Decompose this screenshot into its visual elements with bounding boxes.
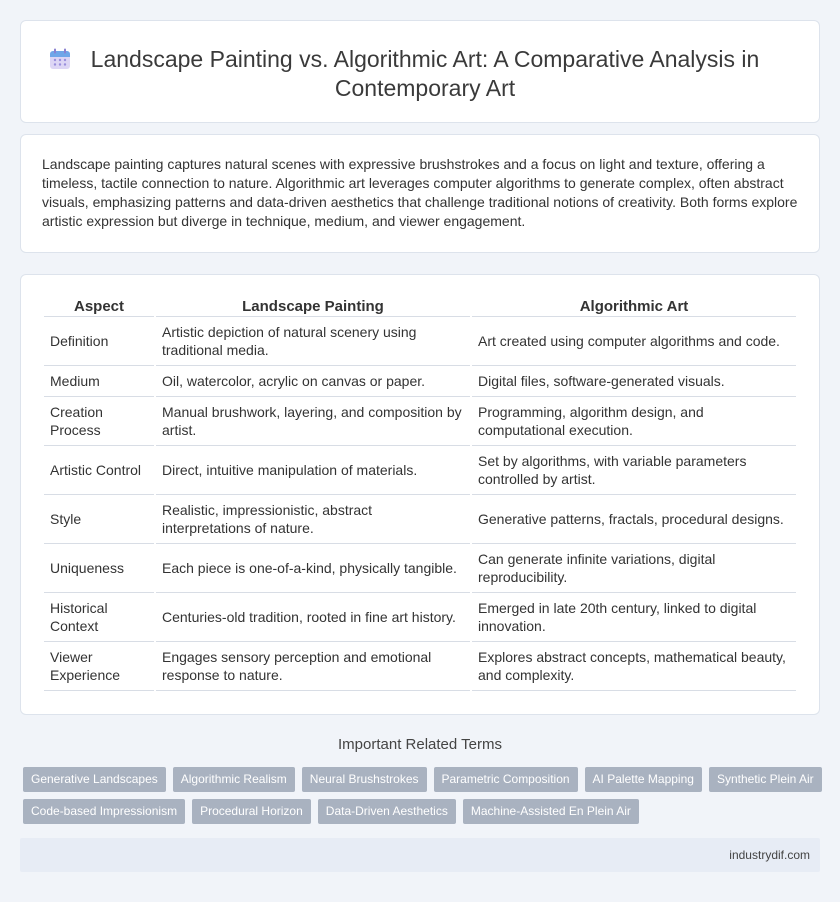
related-term-tag[interactable]: Procedural Horizon bbox=[192, 799, 311, 824]
aspect-cell: Medium bbox=[44, 366, 154, 397]
footer bbox=[20, 838, 820, 872]
landscape-cell: Engages sensory perception and emotional response to nature. bbox=[156, 642, 470, 691]
related-terms-list bbox=[23, 767, 823, 831]
algorithmic-cell: Digital files, software-generated visuals. bbox=[472, 366, 796, 397]
related-term-tag[interactable]: AI Palette Mapping bbox=[585, 767, 702, 792]
aspect-cell: Style bbox=[44, 495, 154, 544]
header-card bbox=[20, 20, 820, 123]
algorithmic-cell: Emerged in late 20th century, linked to digital innovation. bbox=[472, 593, 796, 642]
intro-paragraph: Landscape painting captures natural scenes with expressive brushstrokes and a focus on light and texture, offering a timeless, tactile connection to nature. Algorithmic art leverages computer algorithms to generate complex, often abstract visuals, emphasizing patterns and data-driven aesthetics that challenge traditional notions of creativity. Both forms explore artistic expression but diverge in technique, medium, and viewer engagement. bbox=[42, 156, 798, 229]
table-row bbox=[44, 593, 796, 642]
table-row bbox=[44, 446, 796, 495]
landscape-cell: Artistic depiction of natural scenery using traditional media. bbox=[156, 317, 470, 366]
aspect-cell: Artistic Control bbox=[44, 446, 154, 495]
comparison-card bbox=[20, 274, 820, 715]
aspect-cell: Creation Process bbox=[44, 397, 154, 446]
algorithmic-cell: Art created using computer algorithms and code. bbox=[472, 317, 796, 366]
related-term-tag[interactable]: Synthetic Plein Air bbox=[709, 767, 822, 792]
aspect-cell: Viewer Experience bbox=[44, 642, 154, 691]
algorithmic-cell: Explores abstract concepts, mathematical beauty, and complexity. bbox=[472, 642, 796, 691]
footer-site-link[interactable]: industrydif.com bbox=[729, 848, 810, 862]
related-term-tag[interactable]: Code-based Impressionism bbox=[23, 799, 185, 824]
algorithmic-cell: Generative patterns, fractals, procedural designs. bbox=[472, 495, 796, 544]
table-row bbox=[44, 317, 796, 366]
landscape-cell: Direct, intuitive manipulation of materials. bbox=[156, 446, 470, 495]
intro-card bbox=[20, 134, 820, 253]
algorithmic-cell: Programming, algorithm design, and computational execution. bbox=[472, 397, 796, 446]
table-row bbox=[44, 642, 796, 691]
page-title: Landscape Painting vs. Algorithmic Art: A Comparative Analysis in Contemporary Art bbox=[90, 46, 760, 101]
table-row bbox=[44, 544, 796, 593]
algorithmic-cell: Can generate infinite variations, digital reproducibility. bbox=[472, 544, 796, 593]
related-term-tag[interactable]: Machine-Assisted En Plein Air bbox=[463, 799, 639, 824]
aspect-cell: Historical Context bbox=[44, 593, 154, 642]
table-row bbox=[44, 397, 796, 446]
comparison-table bbox=[42, 297, 798, 691]
algorithmic-cell: Set by algorithms, with variable parameters controlled by artist. bbox=[472, 446, 796, 495]
column-header: Landscape Painting bbox=[156, 297, 470, 317]
landscape-cell: Oil, watercolor, acrylic on canvas or paper. bbox=[156, 366, 470, 397]
aspect-cell: Uniqueness bbox=[44, 544, 154, 593]
column-header: Algorithmic Art bbox=[472, 297, 796, 317]
aspect-cell: Definition bbox=[44, 317, 154, 366]
related-term-tag[interactable]: Algorithmic Realism bbox=[173, 767, 295, 792]
table-row bbox=[44, 495, 796, 544]
column-header: Aspect bbox=[44, 297, 154, 317]
landscape-cell: Each piece is one-of-a-kind, physically tangible. bbox=[156, 544, 470, 593]
landscape-cell: Centuries-old tradition, rooted in fine art history. bbox=[156, 593, 470, 642]
landscape-cell: Manual brushwork, layering, and composition by artist. bbox=[156, 397, 470, 446]
landscape-cell: Realistic, impressionistic, abstract interpretations of nature. bbox=[156, 495, 470, 544]
related-term-tag[interactable]: Parametric Composition bbox=[434, 767, 578, 792]
related-terms-title: Important Related Terms bbox=[338, 736, 502, 753]
related-term-tag[interactable]: Data-Driven Aesthetics bbox=[318, 799, 456, 824]
table-row bbox=[44, 366, 796, 397]
related-term-tag[interactable]: Neural Brushstrokes bbox=[302, 767, 427, 792]
related-term-tag[interactable]: Generative Landscapes bbox=[23, 767, 166, 792]
